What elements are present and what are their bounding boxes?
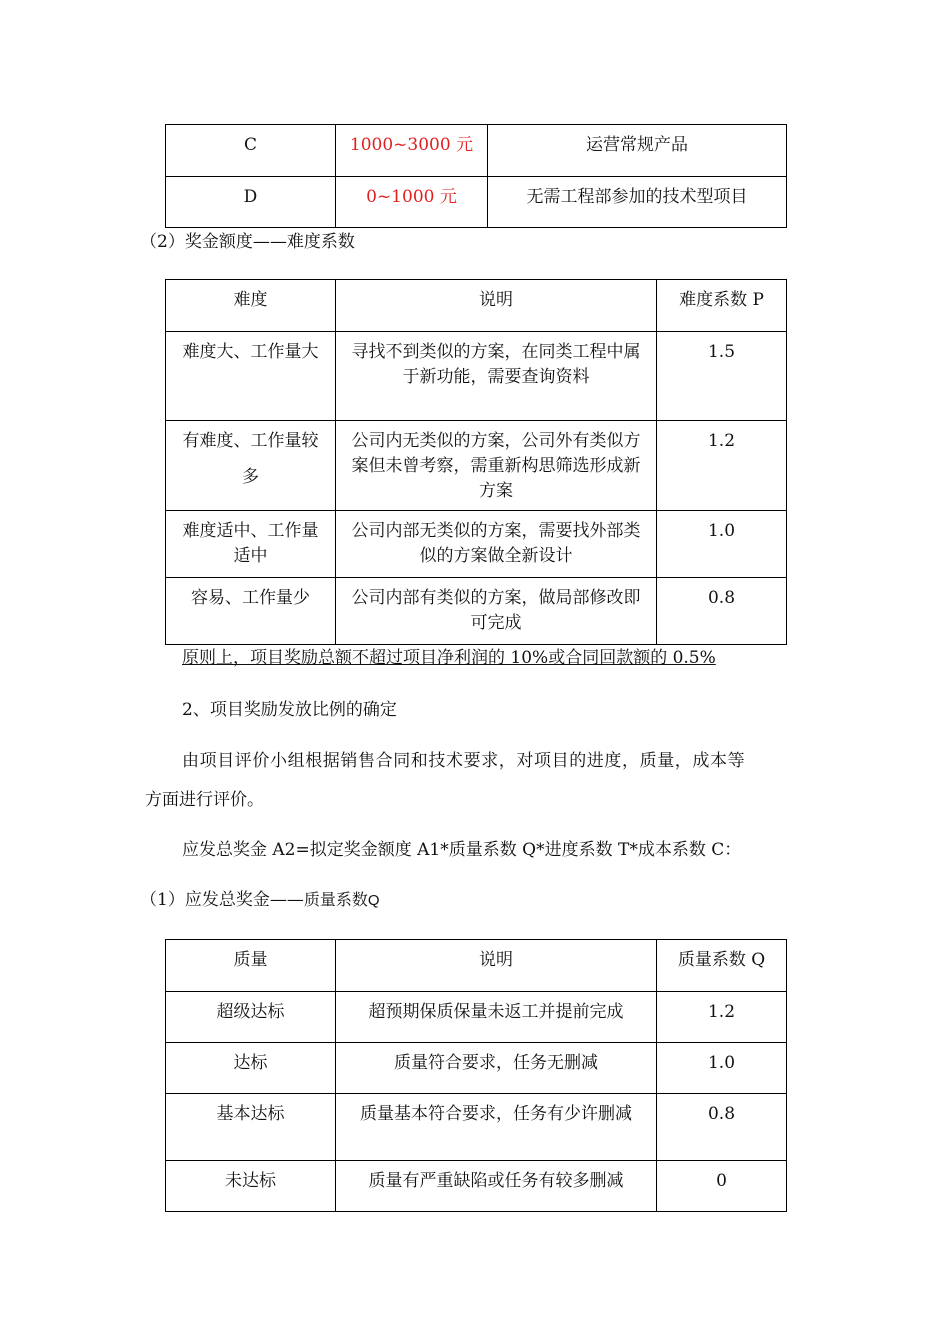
- table-header-row: [166, 940, 787, 992]
- principle-note: 原则上，项目奖励总额不超过项目净利润的 10%或合同回款额的 0.5%: [182, 648, 716, 668]
- section-difficulty-title: （2）奖金额度——难度系数: [140, 232, 355, 252]
- table-row: [166, 1161, 787, 1212]
- quality-level: 未达标: [166, 1161, 336, 1212]
- table-row: [166, 332, 787, 421]
- paragraph-line: 方面进行评价。: [145, 790, 264, 810]
- difficulty-desc: 公司内部有类似的方案，做局部修改即可完成: [336, 578, 657, 645]
- column-header: 质量: [166, 940, 336, 992]
- tier-grade: D: [166, 177, 336, 228]
- tier-desc: 无需工程部参加的技术型项目: [488, 177, 787, 228]
- quality-desc: 超预期保质保量未返工并提前完成: [336, 992, 657, 1043]
- column-header: 质量系数 Q: [657, 940, 787, 992]
- difficulty-level: 难度大、工作量大: [166, 332, 336, 421]
- quality-coef: 1.2: [657, 992, 787, 1043]
- quality-desc: 质量基本符合要求，任务有少许删减: [336, 1094, 657, 1161]
- difficulty-desc: 寻找不到类似的方案，在同类工程中属于新功能，需要查询资料: [336, 332, 657, 421]
- column-header: 难度系数 P: [657, 280, 787, 332]
- table-row: [166, 1043, 787, 1094]
- difficulty-desc: 公司内无类似的方案，公司外有类似方案但未曾考察，需重新构思筛选形成新方案: [336, 421, 657, 511]
- column-header: 说明: [336, 280, 657, 332]
- column-header: 难度: [166, 280, 336, 332]
- table-row: [166, 125, 787, 177]
- table-row: [166, 1094, 787, 1161]
- quality-coef: 1.0: [657, 1043, 787, 1094]
- difficulty-level: 容易、工作量少: [166, 578, 336, 645]
- quality-level: 超级达标: [166, 992, 336, 1043]
- column-header: 说明: [336, 940, 657, 992]
- table-row: [166, 578, 787, 645]
- difficulty-coef: 0.8: [657, 578, 787, 645]
- tier-amount: 0~1000 元: [336, 177, 488, 228]
- difficulty-table: [165, 279, 787, 645]
- bonus-formula: 应发总奖金 A2=拟定奖金额度 A1*质量系数 Q*进度系数 T*成本系数 C：: [182, 840, 742, 860]
- tier-amount: 1000~3000 元: [336, 125, 488, 177]
- section-quality-title: [140, 888, 380, 913]
- tier-grade: C: [166, 125, 336, 177]
- section-quality-title-main: （1）应发总奖金——: [140, 890, 304, 910]
- quality-level: 达标: [166, 1043, 336, 1094]
- table-row: [166, 992, 787, 1043]
- difficulty-desc: 公司内部无类似的方案，需要找外部类似的方案做全新设计: [336, 511, 657, 578]
- tier-desc: 运营常规产品: [488, 125, 787, 177]
- table-row: [166, 177, 787, 228]
- bonus-tier-table: [165, 124, 787, 228]
- difficulty-level: 难度适中、工作量适中: [166, 511, 336, 578]
- section-quality-title-sub: 质量系数: [303, 890, 368, 909]
- table-row: [166, 511, 787, 578]
- quality-level: 基本达标: [166, 1094, 336, 1161]
- difficulty-level: 有难度、工作量较多: [166, 421, 336, 511]
- quality-table: [165, 939, 787, 1212]
- difficulty-coef: 1.5: [657, 332, 787, 421]
- difficulty-coef: 1.0: [657, 511, 787, 578]
- section-quality-title-letter: Q: [367, 892, 380, 909]
- table-header-row: [166, 280, 787, 332]
- quality-coef: 0.8: [657, 1094, 787, 1161]
- quality-desc: 质量有严重缺陷或任务有较多删减: [336, 1161, 657, 1212]
- table-row: [166, 421, 787, 511]
- difficulty-coef: 1.2: [657, 421, 787, 511]
- paragraph-line: 由项目评价小组根据销售合同和技术要求，对项目的进度，质量，成本等: [182, 751, 746, 771]
- section-2-title: 2、项目奖励发放比例的确定: [182, 700, 397, 720]
- quality-coef: 0: [657, 1161, 787, 1212]
- quality-desc: 质量符合要求，任务无删减: [336, 1043, 657, 1094]
